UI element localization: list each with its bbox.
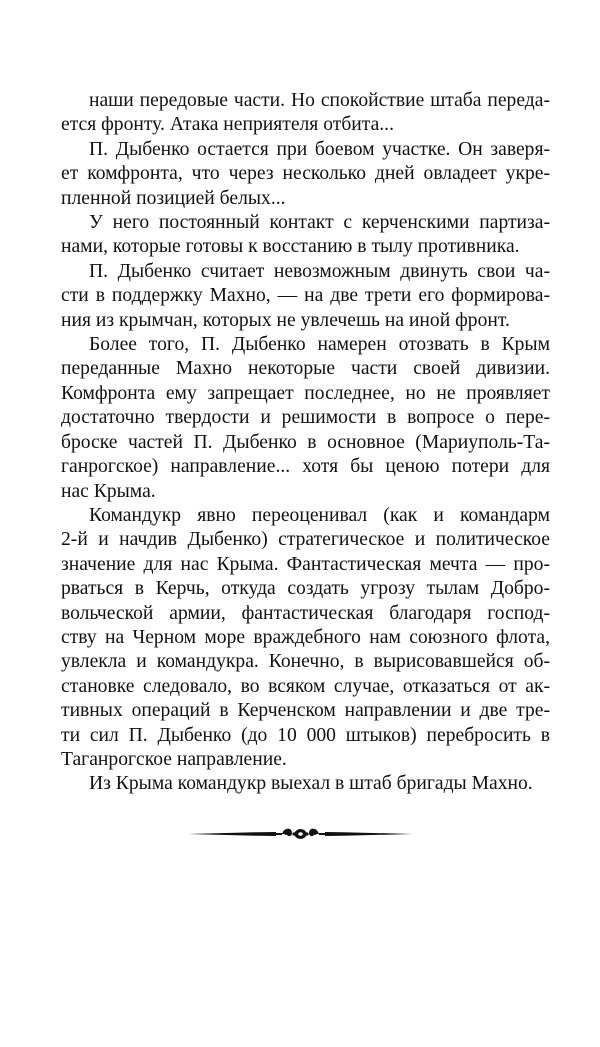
text-line: значение для нас Крыма. Фантастическая мечта — про- <box>61 553 550 575</box>
text-line: рваться в Керчь, откуда создать угрозу тылам Добро- <box>61 578 550 600</box>
text-line: переданные Махно некоторые части своей дивизии. <box>61 358 550 380</box>
text-line: ству на Черном море враждебного нам союзного флота, <box>61 626 550 648</box>
text-line: пленной позицией белых... <box>61 187 286 209</box>
section-end-ornament-icon <box>188 822 413 846</box>
text-line: нас Крыма. <box>61 480 156 502</box>
text-line: сти в поддержку Махно, — на две трети его формирова- <box>61 285 550 307</box>
text-line: ти сил П. Дыбенко (до 10 000 штыков) перебросить в <box>61 724 550 746</box>
text-line: увлекла и командукра. Конечно, в вырисовавшейся об- <box>61 651 550 673</box>
text-line: Командукр явно переоценивал (как и командарм <box>89 504 550 526</box>
paragraph-7 <box>61 772 550 796</box>
text-line: Из Крыма командукр выехал в штаб бригады Махно. <box>89 773 533 795</box>
text-line: Комфронта ему запрещает последнее, но не проявляет <box>61 382 550 404</box>
text-line: У него постоянный контакт с керченскими партиза- <box>89 212 550 234</box>
paragraph-4 <box>61 260 550 333</box>
paragraph-6 <box>61 504 550 772</box>
text-line: тивных операций в Керченском направлении и две тре- <box>61 700 550 722</box>
text-line: ния из крымчан, которых не увлечешь на иной фронт. <box>61 309 510 331</box>
text-line: становке следовало, во всяком случае, отказаться от ак- <box>61 675 550 697</box>
text-line: нами, которые готовы к восстанию в тылу противника. <box>61 236 520 258</box>
text-line: Таганрогское направление. <box>61 748 287 770</box>
text-line: броске частей П. Дыбенко в основное (Мариуполь-Та- <box>61 431 550 453</box>
text-line: достаточно твердости и решимости в вопросе о пере- <box>61 407 550 429</box>
paragraph-5 <box>61 333 550 504</box>
text-line: вольческой армии, фантастическая благодаря господ- <box>61 602 550 624</box>
text-line: ет комфронта, что через несколько дней овладеет укре- <box>61 163 550 185</box>
text-line: Более того, П. Дыбенко намерен отозвать в Крым <box>89 334 550 356</box>
text-line: П. Дыбенко остается при боевом участке. Он заверя- <box>89 138 550 160</box>
text-line: 2-й и начдив Дыбенко) стратегическое и политическое <box>61 529 550 551</box>
text-line: ганрогское) направление... хотя бы ценою потери для <box>61 456 550 478</box>
page-text-block <box>61 89 550 797</box>
paragraph-2 <box>61 138 550 211</box>
text-line: ется фронту. Атака неприятеля отбита... <box>61 114 394 136</box>
text-line: П. Дыбенко считает невозможным двинуть свои ча- <box>89 260 550 282</box>
paragraph-1 <box>61 89 550 138</box>
text-line: наши передовые части. Но спокойствие штаба переда- <box>89 90 550 111</box>
paragraph-3 <box>61 211 550 260</box>
